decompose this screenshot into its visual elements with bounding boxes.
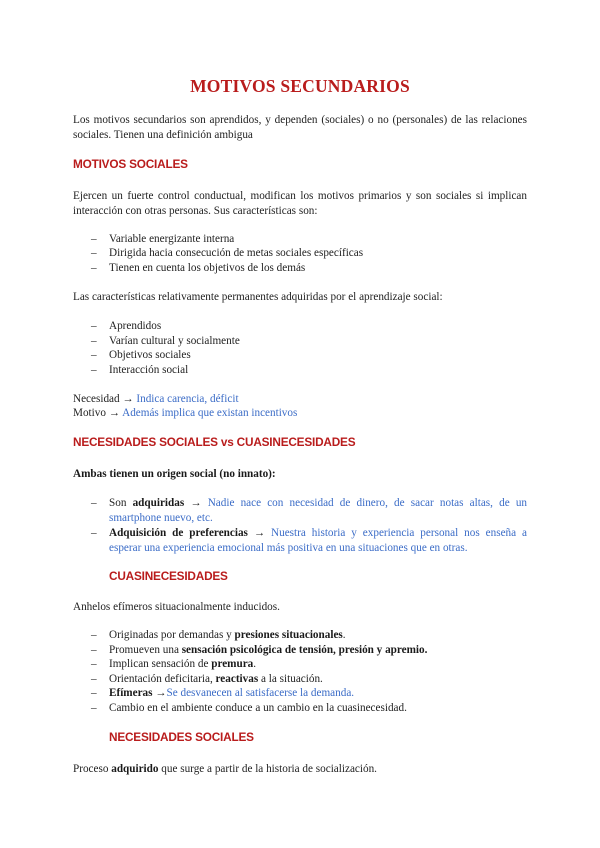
item-prefix: Son [109, 497, 127, 509]
list-item: Objetivos sociales [109, 349, 191, 361]
list-item: Cambio en el ambiente conduce a un cambio en la cuasinecesidad. [109, 702, 407, 714]
list-item [109, 686, 529, 701]
item-text: Originadas por demandas y [109, 629, 232, 641]
necesidad-definition [73, 392, 239, 407]
list-item: Dirigida hacia consecución de metas sociales específicas [109, 247, 364, 259]
list-item [109, 628, 529, 643]
item-text: Orientación deficitaria, [109, 673, 213, 685]
list-item [109, 643, 529, 658]
list-item: Aprendidos [109, 320, 162, 332]
list-marker: – [91, 349, 97, 361]
arrow-icon: → [108, 407, 120, 419]
item-bold: reactivas [215, 673, 259, 685]
caracteristicas-permanentes-paragraph: Las características relativamente permanentes adquiridas por el aprendizaje social: [73, 291, 443, 303]
list-marker: – [91, 629, 97, 641]
item-text: Promueven una [109, 644, 179, 656]
item-text: Implican sensación de [109, 658, 209, 670]
list-marker: – [91, 247, 97, 259]
list-item [109, 657, 529, 672]
item-bold: presiones situacionales [234, 629, 343, 641]
list-marker: – [91, 497, 97, 509]
arrow-icon: → [122, 393, 134, 405]
list-marker: – [91, 364, 97, 376]
cuasinecesidades-paragraph: Anhelos efímeros situacionalmente inducidos. [73, 601, 280, 613]
necesidades-sociales-paragraph [73, 762, 377, 777]
list-marker: – [91, 320, 97, 332]
list-marker: – [91, 527, 97, 539]
list-marker: – [91, 658, 97, 670]
list-item: Variable energizante interna [109, 233, 235, 245]
item-blue: Nuestra historia y experiencia personal nos enseña a esperar una experiencia emocional más positiva en una situaciones que en otras. [109, 527, 528, 554]
motivo-definition-text: Además implica que existan incentivos [122, 407, 298, 419]
arrow-icon: → [190, 497, 202, 509]
item-bold: premura [211, 658, 254, 670]
section-heading-motivos-sociales: MOTIVOS SOCIALES [73, 157, 188, 171]
list-marker: – [91, 673, 97, 685]
arrow-icon: → [155, 687, 167, 699]
list-marker: – [91, 335, 97, 347]
list-item: Tienen en cuenta los objetivos de los demás [109, 262, 306, 274]
section-heading-cuasinecesidades: CUASINECESIDADES [109, 569, 228, 583]
motivo-label: Motivo [73, 407, 106, 419]
list-item: Varían cultural y socialmente [109, 335, 240, 347]
list-marker: – [91, 262, 97, 274]
list-marker: – [91, 687, 97, 699]
page-title: MOTIVOS SECUNDARIOS [190, 76, 410, 96]
intro-paragraph: Los motivos secundarios son aprendidos, y dependen (sociales) o no (personales) de las relaciones sociales. Tienen una definición ambigua [73, 114, 527, 141]
motivo-definition [73, 406, 297, 421]
item-text: . [342, 629, 346, 641]
item-bold: adquiridas [132, 497, 185, 509]
item-bold: Adquisición de preferencias [109, 527, 248, 539]
item-text: Proceso [73, 763, 109, 775]
motivos-sociales-paragraph: Ejercen un fuerte control conductual, modifican los motivos primarios y son sociales si implican interacción con otras personas. Sus características son: [73, 190, 527, 217]
item-bold: adquirido [111, 763, 159, 775]
list-marker: – [91, 644, 97, 656]
item-text: . [253, 658, 257, 670]
origen-social-subtitle-text: Ambas tienen un origen social (no innato): [73, 468, 276, 480]
item-bold: Efímeras [109, 687, 153, 699]
list-item-adquiridas [109, 496, 527, 525]
origen-social-subtitle [73, 467, 276, 482]
list-item: Interacción social [109, 364, 189, 376]
item-text: a la situación. [261, 673, 323, 685]
item-blue: Nadie nace con necesidad de dinero, de sacar notas altas, de un smartphone nuevo, etc. [109, 497, 528, 524]
item-text: que surge a partir de la historia de socialización. [161, 763, 377, 775]
item-blue: Se desvanecen al satisfacerse la demanda. [166, 687, 355, 699]
arrow-icon: → [253, 527, 266, 539]
section-heading-necesidades-sociales: NECESIDADES SOCIALES [109, 730, 254, 744]
necesidad-label: Necesidad [73, 393, 120, 405]
section-heading-necesidades-vs-cuasinecesidades: NECESIDADES SOCIALES vs CUASINECESIDADES [73, 435, 356, 449]
list-marker: – [91, 702, 97, 714]
necesidad-definition-text: Indica carencia, déficit [136, 393, 239, 405]
list-item-adquisicion-preferencias [109, 526, 527, 555]
list-marker: – [91, 233, 97, 245]
list-item [109, 672, 529, 687]
item-bold: sensación psicológica de tensión, presión y apremio. [181, 644, 428, 656]
